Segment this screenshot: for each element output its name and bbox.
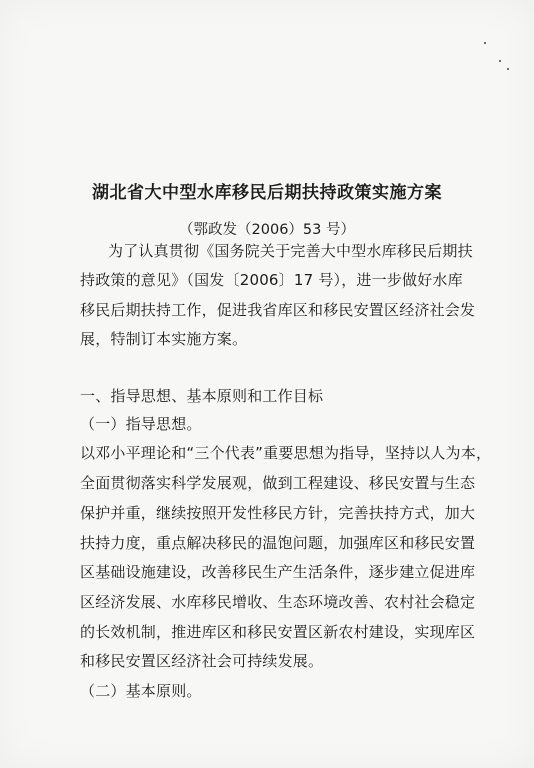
document-number: （鄂政发（2006）53 号） xyxy=(179,222,355,238)
body-line-4: 扶持力度，重点解决移民的温饱问题，加强库区和移民安置 xyxy=(80,534,476,552)
subsection-1-heading: （一）指导思想。 xyxy=(80,415,202,433)
document-title: 湖北省大中型水库移民后期扶持政策实施方案 xyxy=(92,183,442,203)
body-line-8: 和移民安置区经济社会可持续发展。 xyxy=(80,652,324,670)
body-line-3: 保护并重，继续按照开发性移民方针，完善扶持方式，加大 xyxy=(80,504,476,522)
intro-line-3: 移民后期扶持工作，促进我省库区和移民安置区经济社会发 xyxy=(80,301,476,319)
section-1-heading: 一、指导思想、基本原则和工作目标 xyxy=(80,387,324,405)
body-line-6: 区经济发展、水库移民增收、生态环境改善、农村社会稳定 xyxy=(80,593,476,611)
body-line-7: 的长效机制，推进库区和移民安置区新农村建设，实现库区 xyxy=(80,623,476,641)
intro-line-1: 为了认真贯彻《国务院关于完善大中型水库移民后期扶 xyxy=(108,242,473,260)
intro-line-2: 持政策的意见》（国发〔2006〕17 号），进一步做好水库 xyxy=(80,271,463,289)
subsection-2-heading: （二）基本原则。 xyxy=(80,682,202,700)
intro-line-4: 展，特制订本实施方案。 xyxy=(80,330,248,348)
scan-speck xyxy=(507,68,509,70)
scan-speck xyxy=(499,60,501,62)
scan-speck xyxy=(484,42,486,44)
body-line-1: 以邓小平理论和“三个代表”重要思想为指导，坚持以人为本， xyxy=(80,444,492,462)
body-line-2: 全面贯彻落实科学发展观，做到工程建设、移民安置与生态 xyxy=(80,474,476,492)
body-line-5: 区基础设施建设，改善移民生产生活条件，逐步建立促进库 xyxy=(80,563,476,581)
